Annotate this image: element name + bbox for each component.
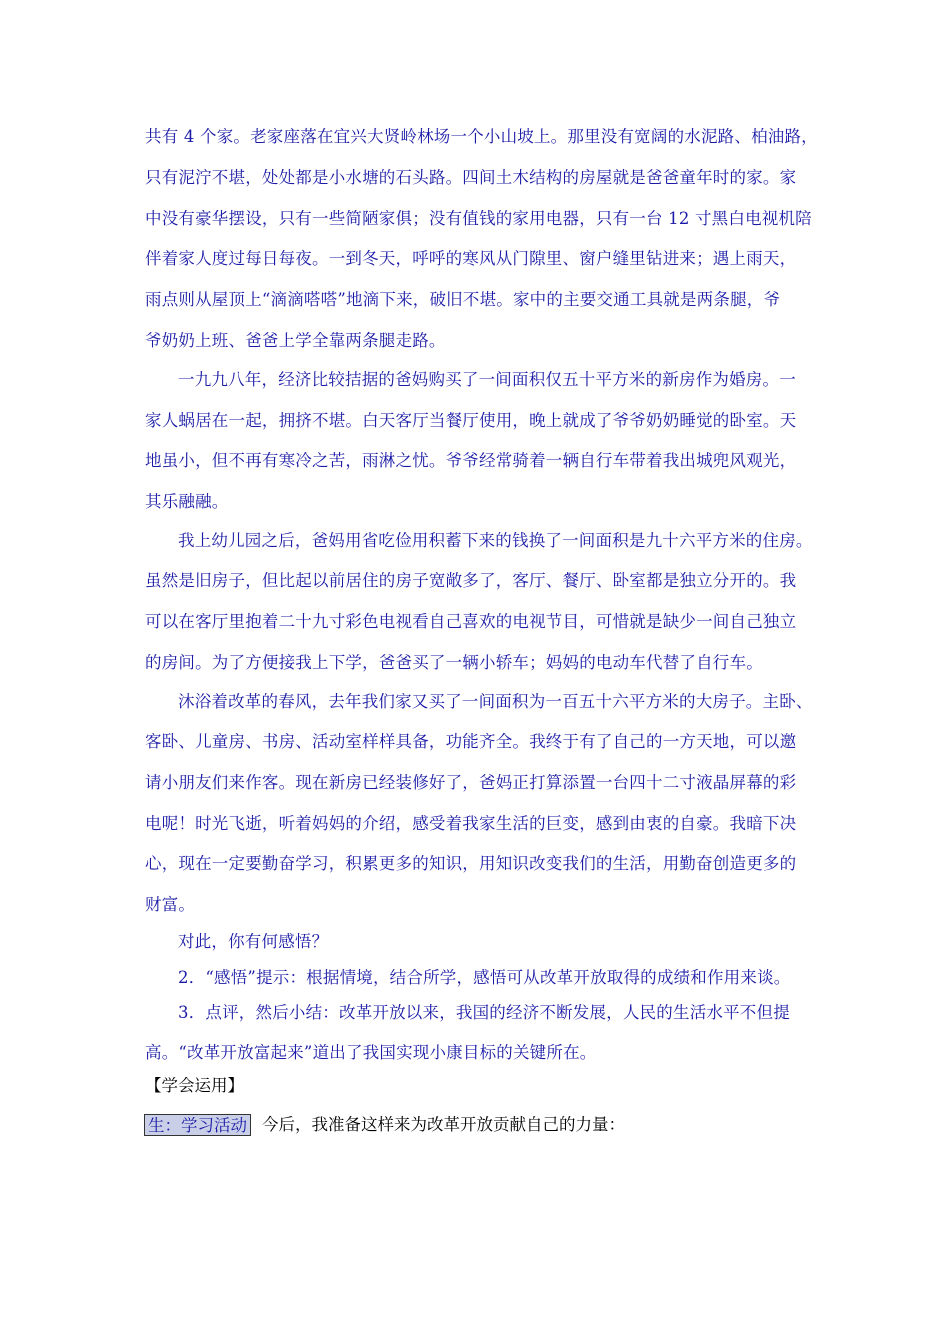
text-line: 其乐融融。 bbox=[145, 492, 229, 511]
text-line: 财富。 bbox=[145, 895, 196, 914]
text-line: 中没有豪华摆设，只有一些简陋家俱；没有值钱的家用电器，只有一台 12 寸黑白电视机陪 bbox=[145, 209, 812, 228]
text-line: 客卧、儿童房、书房、活动室样样具备，功能齐全。我终于有了自己的一方天地，可以邀 bbox=[145, 732, 797, 751]
text-line: 伴着家人度过每日每夜。一到冬天，呼呼的寒风从门隙里、窗户缝里钻进来；遇上雨天， bbox=[145, 249, 797, 268]
text-line: 只有泥泞不堪，处处都是小水塘的石头路。四间土木结构的房屋就是爸爸童年时的家。家 bbox=[145, 168, 797, 187]
text-line: 3．点评，然后小结：改革开放以来，我国的经济不断发展，人民的生活水平不但提 bbox=[178, 1003, 790, 1022]
text-line: 请小朋友们来作客。现在新房已经装修好了，爸妈正打算添置一台四十二寸液晶屏幕的彩 bbox=[145, 773, 797, 792]
text-line: 共有 4 个家。老家座落在宜兴大贤岭林场一个小山坡上。那里没有宽阔的水泥路、柏油路， bbox=[145, 127, 818, 146]
text-line: 爷奶奶上班、爸爸上学全靠两条腿走路。 bbox=[145, 331, 446, 350]
text-line: 高。“改革开放富起来”道出了我国实现小康目标的关键所在。 bbox=[145, 1043, 597, 1062]
step-2-text: 2．“感悟”提示：根据情境，结合所学，感悟可从改革开放取得的成绩和作用来谈。 bbox=[178, 968, 791, 987]
text-line: 一九九八年，经济比较拮据的爸妈购买了一间面积仅五十平方米的新房作为婚房。一 bbox=[178, 370, 796, 389]
reflection-question: 对此，你有何感悟？ bbox=[178, 932, 329, 951]
section-heading: 【学会运用】 bbox=[145, 1076, 244, 1095]
text-line: 我上幼儿园之后，爸妈用省吃俭用积蓄下来的钱换了一间面积是九十六平方米的住房。 bbox=[178, 531, 813, 550]
text-line: 电呢！时光飞逝，听着妈妈的介绍，感受着我家生活的巨变，感到由衷的自豪。我暗下决 bbox=[145, 814, 797, 833]
text-line: 心，现在一定要勤奋学习，积累更多的知识，用知识改变我们的生活，用勤奋创造更多的 bbox=[145, 854, 797, 873]
text-line: 的房间。为了方便接我上下学，爸爸买了一辆小轿车；妈妈的电动车代替了自行车。 bbox=[145, 653, 763, 672]
text-line: 可以在客厅里抱着二十九寸彩色电视看自己喜欢的电视节目，可惜就是缺少一间自己独立 bbox=[145, 612, 797, 631]
text-line: 家人蜗居在一起，拥挤不堪。白天客厅当餐厅使用，晚上就成了爷爷奶奶睡觉的卧室。天 bbox=[145, 411, 797, 430]
text-line: 沐浴着改革的春风，去年我们家又买了一间面积为一百五十六平方米的大房子。主卧、 bbox=[178, 692, 813, 711]
activity-label: 生：学习活动 bbox=[144, 1114, 251, 1136]
text-line: 雨点则从屋顶上“滴滴嗒嗒”地滴下来，破旧不堪。家中的主要交通工具就是两条腿，爷 bbox=[145, 290, 781, 309]
text-line: 虽然是旧房子，但比起以前居住的房子宽敞多了，客厅、餐厅、卧室都是独立分开的。我 bbox=[145, 571, 797, 590]
text-line: 地虽小，但不再有寒冷之苦，雨淋之忧。爷爷经常骑着一辆自行车带着我出城兜风观光， bbox=[145, 451, 797, 470]
activity-prompt: 今后，我准备这样来为改革开放贡献自己的力量： bbox=[262, 1115, 625, 1134]
